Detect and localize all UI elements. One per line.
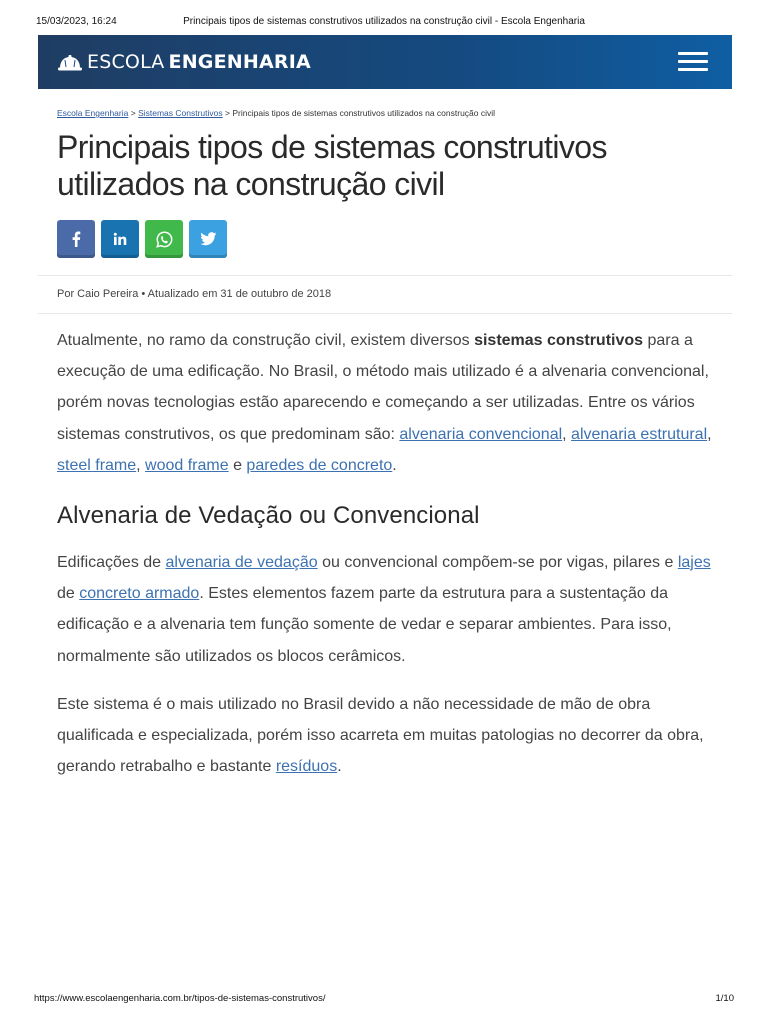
text: . — [392, 456, 397, 474]
twitter-icon — [200, 232, 217, 246]
text: Atualmente, no ramo da construção civil, existem diversos — [57, 332, 475, 349]
share-whatsapp-button[interactable] — [145, 220, 183, 258]
text: e — [228, 456, 247, 474]
bold-text: sistemas construtivos — [474, 332, 644, 349]
text: , — [136, 456, 146, 474]
link-lajes[interactable]: lajes — [677, 554, 711, 571]
whatsapp-icon — [156, 231, 173, 248]
paragraph — [57, 325, 717, 481]
breadcrumb-separator: > — [225, 108, 230, 118]
share-twitter-button[interactable] — [189, 220, 227, 258]
link-steel-frame[interactable]: steel frame — [57, 456, 137, 474]
text: , — [562, 425, 572, 443]
link-paredes-de-concreto[interactable]: paredes de concreto — [246, 456, 393, 474]
divider — [38, 313, 732, 314]
breadcrumb-separator: > — [130, 108, 136, 118]
text: . — [337, 758, 342, 776]
breadcrumb-home-link[interactable]: Escola Engenharia — [57, 108, 129, 118]
page-number: 1/10 — [715, 993, 734, 1004]
share-facebook-button[interactable] — [57, 220, 95, 258]
text: ou convencional compõem-se por vigas, pilares e — [317, 554, 678, 571]
hamburger-menu-icon[interactable] — [678, 52, 708, 72]
text: de — [57, 585, 80, 603]
article-meta: Por Caio Pereira • Atualizado em 31 de outubro de 2018 — [57, 288, 332, 300]
text: para a execução de uma edificação. No Brasil, o método mais utilizado é a alvenaria convencional, porém novas tecnologias estão aparecendo e começando a ser utilizadas. Entre os vários sistemas construtivos, os que predominam são: — [57, 332, 709, 443]
logo-text-light: ESCOLA — [87, 51, 165, 73]
link-wood-frame[interactable]: wood frame — [145, 456, 229, 474]
linkedin-icon — [113, 232, 127, 246]
print-date: 15/03/2023, 16:24 — [36, 16, 117, 27]
paragraph — [57, 547, 717, 672]
link-alvenaria-estrutural[interactable]: alvenaria estrutural — [571, 425, 708, 443]
facebook-icon — [71, 231, 81, 247]
text: Este sistema é o mais utilizado no Brasil devido a não necessidade de mão de obra qualificada e especializada, porém isso acarreta em muitas patologias no decorrer da obra, gerando retrabalho e bastante — [57, 696, 704, 776]
text: . Estes elementos fazem parte da estrutura para a sustentação da edificação e a alvenaria tem função somente de vedar e separar ambientes. Para isso, normalmente são utilizados os blocos cerâmicos. — [57, 585, 672, 665]
logo-text-bold: ENGENHARIA — [168, 51, 311, 73]
link-alvenaria-de-vedacao[interactable]: alvenaria de vedação — [165, 554, 318, 571]
share-buttons — [57, 220, 233, 258]
print-url: https://www.escolaengenharia.com.br/tipos-de-sistemas-construtivos/ — [34, 993, 326, 1004]
text: , — [707, 425, 712, 443]
section-heading: Alvenaria de Vedação ou Convencional — [57, 502, 480, 529]
site-logo[interactable] — [58, 50, 311, 74]
divider — [38, 275, 732, 276]
breadcrumb-category-link[interactable]: Sistemas Construtivos — [138, 108, 223, 118]
logo-text — [87, 51, 311, 73]
print-document-title: Principais tipos de sistemas construtivos utilizados na construção civil - Escola Engenharia — [183, 16, 585, 27]
link-residuos[interactable]: resíduos — [275, 758, 338, 776]
page-title: Principais tipos de sistemas construtivos utilizados na construção civil — [57, 129, 607, 202]
print-header — [0, 16, 768, 30]
breadcrumb-current: Principais tipos de sistemas construtivos utilizados na construção civil — [232, 108, 496, 118]
text: Edificações de — [57, 554, 166, 571]
paragraph — [57, 689, 717, 783]
link-concreto-armado[interactable]: concreto armado — [79, 585, 200, 603]
share-linkedin-button[interactable] — [101, 220, 139, 258]
hardhat-icon — [58, 53, 82, 71]
link-alvenaria-convencional[interactable]: alvenaria convencional — [399, 425, 563, 443]
breadcrumb — [57, 108, 495, 118]
site-header — [38, 35, 732, 89]
